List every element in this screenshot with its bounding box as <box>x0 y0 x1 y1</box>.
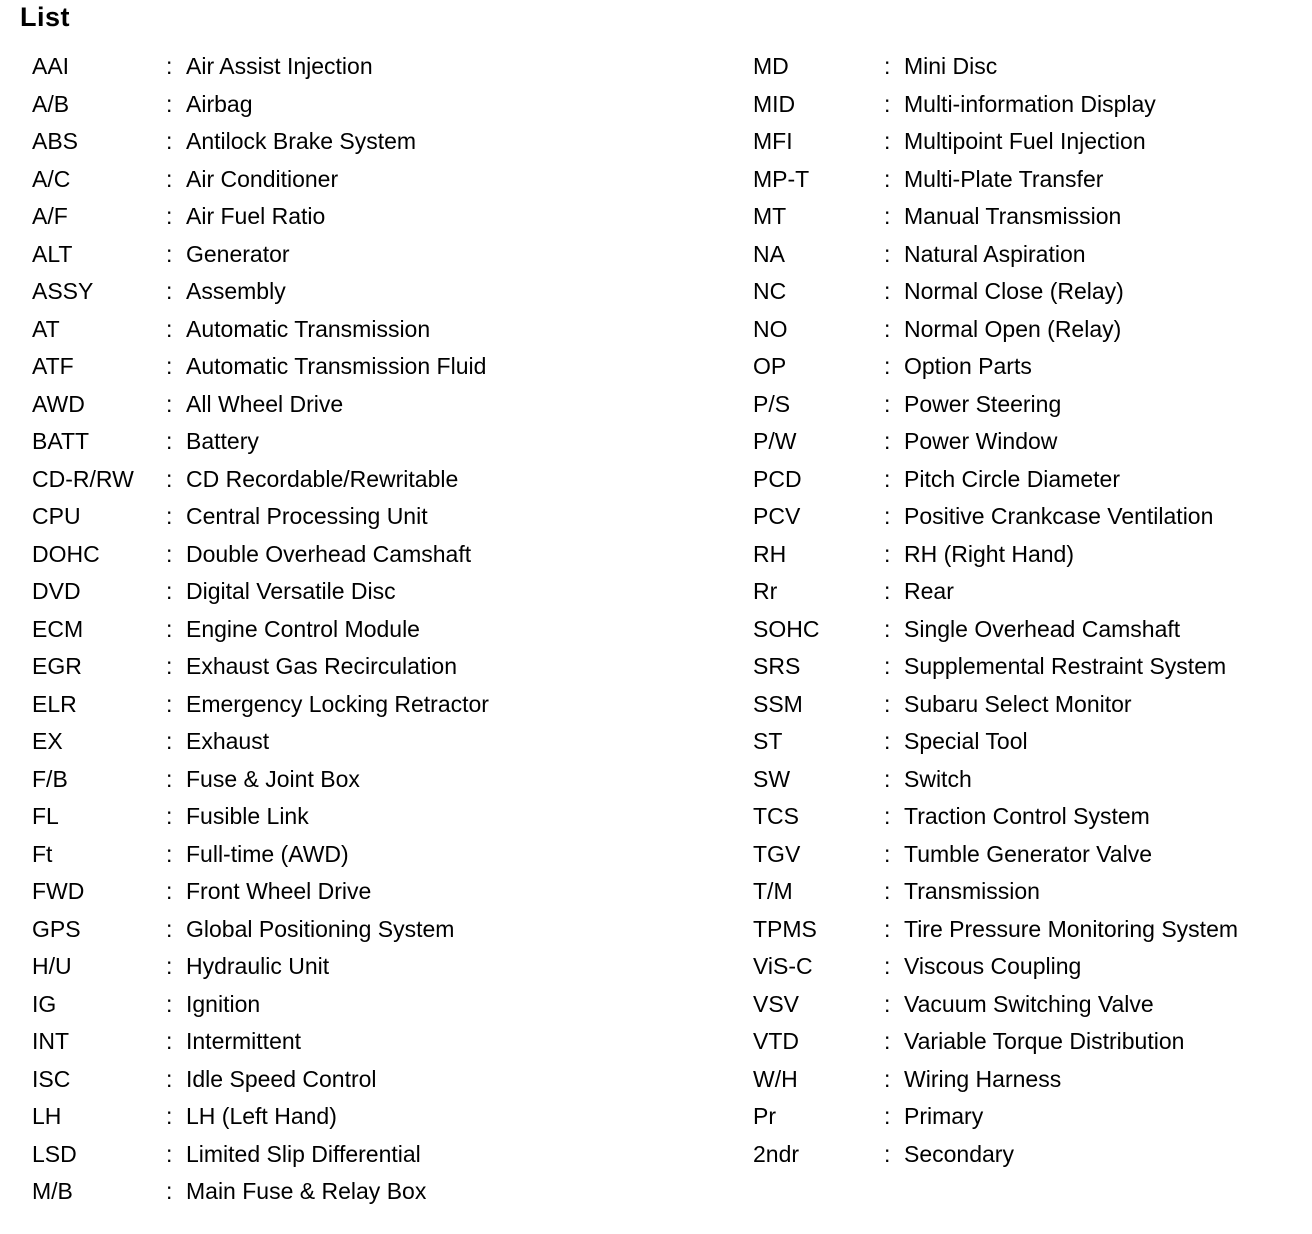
definition: CD Recordable/Rewritable <box>186 465 459 492</box>
list-item <box>753 423 1308 461</box>
separator: : <box>166 428 173 455</box>
definition: Double Overhead Camshaft <box>186 540 472 567</box>
separator: : <box>166 615 173 642</box>
abbreviation-list-left <box>32 48 712 1211</box>
list-item <box>753 498 1308 536</box>
definition: Tire Pressure Monitoring System <box>904 915 1239 942</box>
definition: Global Positioning System <box>186 915 455 942</box>
definition: Battery <box>186 428 259 455</box>
definition: Switch <box>904 765 972 792</box>
abbreviation: PCD <box>753 465 802 492</box>
abbreviation: ST <box>753 728 783 755</box>
separator: : <box>884 615 891 642</box>
separator: : <box>166 765 173 792</box>
list-item <box>753 273 1308 311</box>
separator: : <box>884 1028 891 1055</box>
definition: LH (Left Hand) <box>186 1103 337 1130</box>
separator: : <box>884 840 891 867</box>
definition: Power Window <box>904 428 1058 455</box>
list-item <box>753 1098 1308 1136</box>
definition: Assembly <box>186 278 286 305</box>
separator: : <box>884 53 891 80</box>
abbreviation: ELR <box>32 690 77 717</box>
list-item <box>753 311 1308 349</box>
separator: : <box>884 165 891 192</box>
definition: Exhaust Gas Recirculation <box>186 653 458 680</box>
separator: : <box>166 90 173 117</box>
list-item <box>32 911 712 949</box>
list-item <box>753 686 1308 724</box>
abbreviation: TPMS <box>753 915 817 942</box>
abbreviation: SRS <box>753 653 801 680</box>
list-item <box>753 236 1308 274</box>
separator: : <box>166 953 173 980</box>
abbreviation: ViS-C <box>753 953 813 980</box>
abbreviation: RH <box>753 540 787 567</box>
abbreviation: AT <box>32 315 60 342</box>
abbreviation: BATT <box>32 428 90 455</box>
definition: RH (Right Hand) <box>904 540 1074 567</box>
definition: Main Fuse & Relay Box <box>186 1178 427 1205</box>
list-item <box>753 48 1308 86</box>
separator: : <box>166 240 173 267</box>
abbreviation: EX <box>32 728 63 755</box>
abbreviation: FL <box>32 803 59 830</box>
definition: Wiring Harness <box>904 1065 1062 1092</box>
separator: : <box>166 1178 173 1205</box>
list-item <box>32 386 712 424</box>
definition: Digital Versatile Disc <box>186 578 396 605</box>
separator: : <box>166 840 173 867</box>
list-item <box>32 798 712 836</box>
definition: Option Parts <box>904 353 1032 380</box>
list-item <box>753 648 1308 686</box>
definition: Secondary <box>904 1140 1014 1167</box>
definition: Manual Transmission <box>904 203 1122 230</box>
definition: Generator <box>186 240 290 267</box>
abbreviation: A/F <box>32 203 68 230</box>
list-item <box>32 1173 712 1211</box>
abbreviation: FWD <box>32 878 85 905</box>
list-item <box>753 911 1308 949</box>
list-item <box>32 1023 712 1061</box>
list-item <box>753 161 1308 199</box>
abbreviation: ABS <box>32 128 79 155</box>
abbreviation: SW <box>753 765 791 792</box>
separator: : <box>884 540 891 567</box>
definition: Automatic Transmission <box>186 315 431 342</box>
abbreviation: VSV <box>753 990 800 1017</box>
abbreviation: MFI <box>753 128 793 155</box>
list-item <box>753 198 1308 236</box>
separator: : <box>884 653 891 680</box>
separator: : <box>884 128 891 155</box>
abbreviation: NC <box>753 278 787 305</box>
separator: : <box>884 203 891 230</box>
abbreviation: TCS <box>753 803 799 830</box>
definition: Supplemental Restraint System <box>904 653 1227 680</box>
abbreviation: A/C <box>32 165 71 192</box>
abbreviation: F/B <box>32 765 68 792</box>
definition: Ignition <box>186 990 261 1017</box>
abbreviation: OP <box>753 353 787 380</box>
definition: Normal Open (Relay) <box>904 315 1122 342</box>
abbreviation: M/B <box>32 1178 73 1205</box>
list-item <box>753 948 1308 986</box>
definition: Single Overhead Camshaft <box>904 615 1181 642</box>
abbreviation: IG <box>32 990 57 1017</box>
list-item <box>32 1098 712 1136</box>
separator: : <box>884 503 891 530</box>
list-item <box>753 1023 1308 1061</box>
list-item <box>32 423 712 461</box>
separator: : <box>166 465 173 492</box>
separator: : <box>884 428 891 455</box>
definition: Viscous Coupling <box>904 953 1082 980</box>
list-item <box>32 536 712 574</box>
separator: : <box>884 915 891 942</box>
definition: Power Steering <box>904 390 1062 417</box>
list-item <box>32 48 712 86</box>
definition: Air Fuel Ratio <box>186 203 326 230</box>
definition: Rear <box>904 578 954 605</box>
abbreviation: AAI <box>32 53 70 80</box>
separator: : <box>166 1028 173 1055</box>
abbreviation: Ft <box>32 840 53 867</box>
definition: All Wheel Drive <box>186 390 344 417</box>
separator: : <box>884 953 891 980</box>
abbreviation: NO <box>753 315 788 342</box>
abbreviation: TGV <box>753 840 801 867</box>
definition: Multi-information Display <box>904 90 1156 117</box>
abbreviation: ATF <box>32 353 74 380</box>
separator: : <box>884 315 891 342</box>
separator: : <box>884 803 891 830</box>
list-item <box>32 86 712 124</box>
abbreviation: Rr <box>753 578 778 605</box>
definition: Multipoint Fuel Injection <box>904 128 1146 155</box>
list-item <box>32 873 712 911</box>
abbreviation-list-right <box>753 48 1308 1173</box>
separator: : <box>166 390 173 417</box>
definition: Natural Aspiration <box>904 240 1086 267</box>
separator: : <box>884 465 891 492</box>
list-item <box>32 948 712 986</box>
abbreviation: ISC <box>32 1065 71 1092</box>
definition: Intermittent <box>186 1028 302 1055</box>
separator: : <box>166 728 173 755</box>
list-item <box>32 1136 712 1174</box>
list-item <box>32 836 712 874</box>
definition: Engine Control Module <box>186 615 420 642</box>
separator: : <box>166 503 173 530</box>
abbreviation: MT <box>753 203 787 230</box>
abbreviation: A/B <box>32 90 70 117</box>
list-item <box>32 198 712 236</box>
list-item <box>32 498 712 536</box>
abbreviation: PCV <box>753 503 801 530</box>
abbreviation: DVD <box>32 578 81 605</box>
separator: : <box>884 990 891 1017</box>
abbreviation: ASSY <box>32 278 94 305</box>
separator: : <box>884 90 891 117</box>
separator: : <box>884 1140 891 1167</box>
definition: Tumble Generator Valve <box>904 840 1153 867</box>
list-item <box>32 723 712 761</box>
list-item <box>753 873 1308 911</box>
list-item <box>753 798 1308 836</box>
definition: Air Conditioner <box>186 165 339 192</box>
separator: : <box>166 690 173 717</box>
definition: Pitch Circle Diameter <box>904 465 1120 492</box>
separator: : <box>884 353 891 380</box>
separator: : <box>166 1103 173 1130</box>
abbreviation: T/M <box>753 878 793 905</box>
separator: : <box>884 1103 891 1130</box>
list-item <box>32 461 712 499</box>
abbreviation: VTD <box>753 1028 799 1055</box>
separator: : <box>166 1140 173 1167</box>
list-item <box>32 123 712 161</box>
list-item <box>32 273 712 311</box>
list-item <box>32 648 712 686</box>
definition: Automatic Transmission Fluid <box>186 353 487 380</box>
abbreviation: DOHC <box>32 540 100 567</box>
abbreviation: ECM <box>32 615 84 642</box>
definition: Central Processing Unit <box>186 503 428 530</box>
abbreviation: Pr <box>753 1103 776 1130</box>
definition: Special Tool <box>904 728 1028 755</box>
list-item <box>32 986 712 1024</box>
list-item <box>753 461 1308 499</box>
separator: : <box>884 765 891 792</box>
separator: : <box>884 878 891 905</box>
list-item <box>753 86 1308 124</box>
list-item <box>753 1136 1308 1174</box>
list-item <box>32 236 712 274</box>
abbreviation: LSD <box>32 1140 77 1167</box>
definition: Primary <box>904 1103 984 1130</box>
list-item <box>32 761 712 799</box>
separator: : <box>166 653 173 680</box>
separator: : <box>166 990 173 1017</box>
abbreviation: P/W <box>753 428 797 455</box>
separator: : <box>166 915 173 942</box>
abbreviation: CD-R/RW <box>32 465 134 492</box>
definition: Fuse & Joint Box <box>186 765 360 792</box>
abbreviation: 2ndr <box>753 1140 800 1167</box>
abbreviation: MID <box>753 90 796 117</box>
abbreviation: SSM <box>753 690 803 717</box>
definition: Full-time (AWD) <box>186 840 349 867</box>
abbreviation: GPS <box>32 915 81 942</box>
separator: : <box>166 578 173 605</box>
list-item <box>753 986 1308 1024</box>
list-item <box>32 161 712 199</box>
separator: : <box>884 390 891 417</box>
definition: Airbag <box>186 90 253 117</box>
list-item <box>753 386 1308 424</box>
abbreviation: NA <box>753 240 785 267</box>
list-item <box>32 348 712 386</box>
separator: : <box>166 165 173 192</box>
separator: : <box>166 203 173 230</box>
list-item <box>753 761 1308 799</box>
list-item <box>32 686 712 724</box>
abbreviation: SOHC <box>753 615 820 642</box>
separator: : <box>884 1065 891 1092</box>
definition: Positive Crankcase Ventilation <box>904 503 1214 530</box>
list-item <box>753 611 1308 649</box>
list-item <box>753 573 1308 611</box>
separator: : <box>884 728 891 755</box>
separator: : <box>884 240 891 267</box>
abbreviation: EGR <box>32 653 82 680</box>
definition: Idle Speed Control <box>186 1065 377 1092</box>
definition: Limited Slip Differential <box>186 1140 421 1167</box>
abbreviation: CPU <box>32 503 81 530</box>
separator: : <box>166 878 173 905</box>
abbreviation: H/U <box>32 953 72 980</box>
definition: Subaru Select Monitor <box>904 690 1132 717</box>
list-item <box>32 1061 712 1099</box>
separator: : <box>166 803 173 830</box>
abbreviation: MD <box>753 53 789 80</box>
list-item <box>753 348 1308 386</box>
separator: : <box>166 1065 173 1092</box>
list-item <box>753 836 1308 874</box>
abbreviation: W/H <box>753 1065 798 1092</box>
definition: Multi-Plate Transfer <box>904 165 1104 192</box>
abbreviation: ALT <box>32 240 73 267</box>
definition: Exhaust <box>186 728 270 755</box>
abbreviation: INT <box>32 1028 70 1055</box>
separator: : <box>884 690 891 717</box>
definition: Mini Disc <box>904 53 998 80</box>
list-item <box>753 123 1308 161</box>
definition: Variable Torque Distribution <box>904 1028 1185 1055</box>
abbreviation: LH <box>32 1103 62 1130</box>
definition: Vacuum Switching Valve <box>904 990 1154 1017</box>
separator: : <box>166 315 173 342</box>
abbreviation: AWD <box>32 390 85 417</box>
definition: Front Wheel Drive <box>186 878 372 905</box>
separator: : <box>166 540 173 567</box>
abbreviation: P/S <box>753 390 791 417</box>
definition: Emergency Locking Retractor <box>186 690 489 717</box>
list-item <box>32 311 712 349</box>
definition: Hydraulic Unit <box>186 953 330 980</box>
separator: : <box>166 128 173 155</box>
separator: : <box>884 278 891 305</box>
definition: Normal Close (Relay) <box>904 278 1124 305</box>
list-item <box>753 723 1308 761</box>
list-item <box>32 611 712 649</box>
definition: Antilock Brake System <box>186 128 417 155</box>
definition: Traction Control System <box>904 803 1150 830</box>
definition: Fusible Link <box>186 803 309 830</box>
definition: Transmission <box>904 878 1040 905</box>
separator: : <box>166 278 173 305</box>
abbreviation: MP-T <box>753 165 810 192</box>
page-title: List <box>20 2 71 32</box>
separator: : <box>884 578 891 605</box>
list-item <box>753 536 1308 574</box>
list-item <box>32 573 712 611</box>
list-item <box>753 1061 1308 1099</box>
separator: : <box>166 53 173 80</box>
separator: : <box>166 353 173 380</box>
definition: Air Assist Injection <box>186 53 373 80</box>
